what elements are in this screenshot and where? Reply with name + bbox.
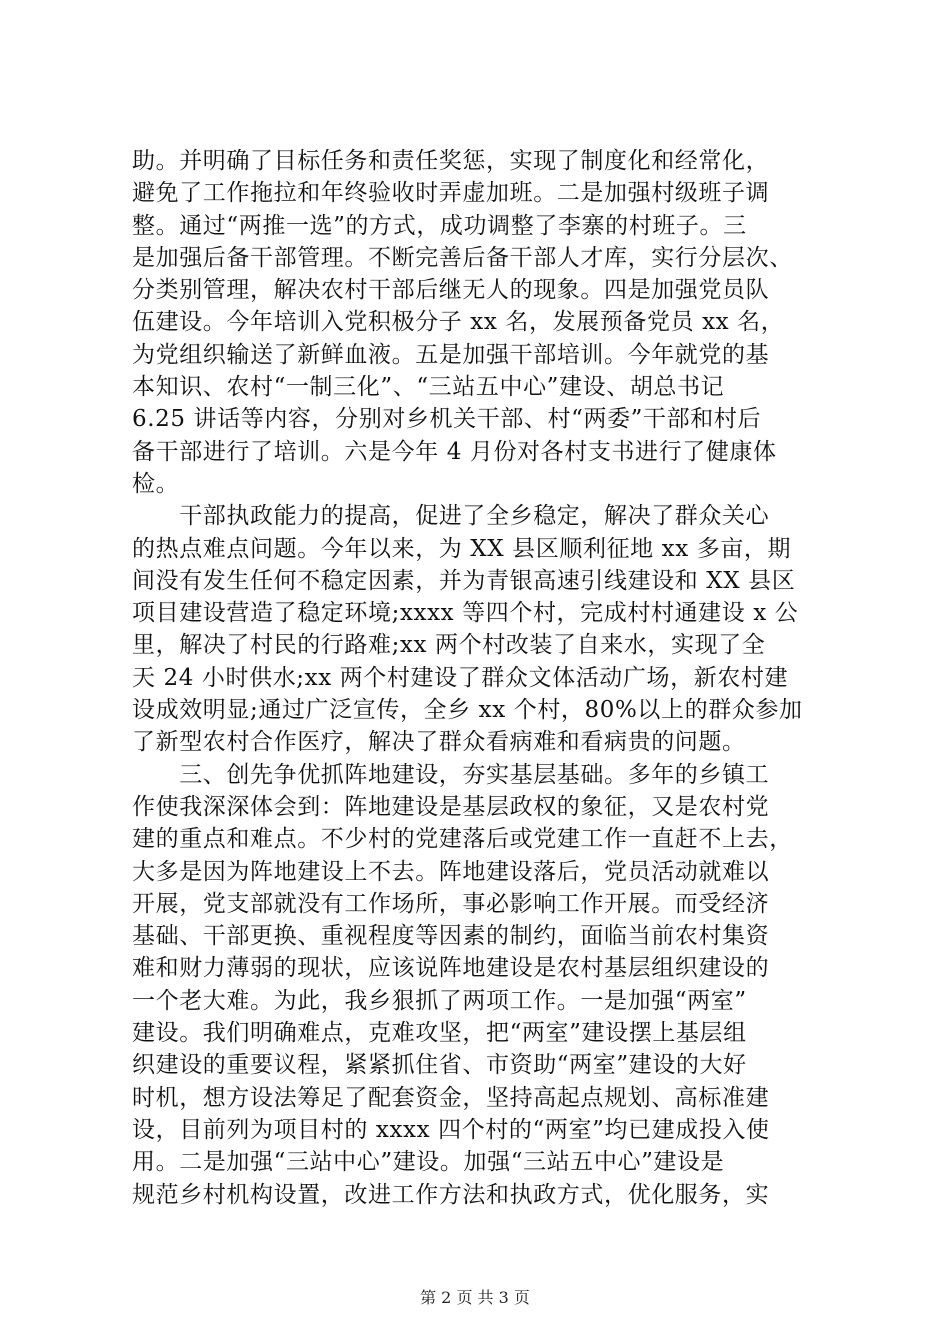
text-line: 是加强后备干部管理。不断完善后备干部人才库，实行分层次、: [132, 244, 793, 271]
text-line: 建的重点和难点。不少村的党建落后或党建工作一直赶不上去，: [132, 826, 793, 853]
text-line: 干部执政能力的提高，促进了全乡稳定，解决了群众关心: [132, 503, 770, 530]
text-line: 的热点难点问题。今年以来，为 XX 县区顺利征地 xx 多亩，期: [132, 535, 792, 562]
text-line: 避免了工作拖拉和年终验收时弄虚加班。二是加强村级班子调: [132, 180, 770, 207]
text-line: 了新型农村合作医疗，解决了群众看病难和看病贵的问题。: [132, 729, 746, 756]
text-line: 用。二是加强“三站中心”建设。加强“三站五中心”建设是: [132, 1149, 725, 1176]
text-line: 为党组织输送了新鲜血液。五是加强干部培训。今年就党的基: [132, 341, 770, 368]
text-line: 作使我深深体会到：阵地建设是基层政权的象征，又是农村党: [132, 793, 770, 820]
text-line: 三、创先争优抓阵地建设，夯实基层基础。多年的乡镇工: [132, 761, 770, 788]
text-line: 6.25 讲话等内容，分别对乡机关干部、村“两委”干部和村后: [132, 406, 762, 433]
text-line: 难和财力薄弱的现状，应该说阵地建设是农村基层组织建设的: [132, 955, 770, 982]
text-line: 设成效明显;通过广泛宣传，全乡 xx 个村，80%以上的群众参加: [132, 697, 803, 724]
text-line: 整。通过“两推一选”的方式，成功调整了李寨的村班子。三: [132, 212, 747, 239]
text-line: 间没有发生任何不稳定因素，并为青银高速引线建设和 XX 县区: [132, 567, 796, 594]
text-line: 天 24 小时供水;xx 两个村建设了群众文体活动广场，新农村建: [132, 664, 789, 691]
body-text: [132, 145, 832, 1211]
text-line: 一个老大难。为此，我乡狠抓了两项工作。一是加强“两室”: [132, 987, 747, 1014]
text-line: 开展，党支部就没有工作场所，事必影响工作开展。而受经济: [132, 890, 770, 917]
text-line: 基础、干部更换、重视程度等因素的制约，面临当前农村集资: [132, 923, 770, 950]
text-line: 建设。我们明确难点，克难攻坚，把“两室”建设摆上基层组: [132, 1020, 747, 1047]
text-line: 里，解决了村民的行路难;xx 两个村改装了自来水，实现了全: [132, 632, 766, 659]
text-line: 伍建设。今年培训入党积极分子 xx 名，发展预备党员 xx 名，: [132, 309, 785, 336]
text-line: 分类别管理，解决农村干部后继无人的现象。四是加强党员队: [132, 277, 770, 304]
text-line: 项目建设营造了稳定环境;xxxx 等四个村，完成村村通建设 x 公: [132, 600, 799, 627]
text-line: 备干部进行了培训。六是今年 4 月份对各村支书进行了健康体: [132, 438, 777, 465]
text-line: 检。: [132, 470, 180, 497]
text-line: 本知识、农村“一制三化”、“三站五中心”建设、胡总书记: [132, 374, 725, 401]
text-line: 织建设的重要议程，紧紧抓住省、市资助“两室”建设的大好: [132, 1052, 747, 1079]
text-line: 助。并明确了目标任务和责任奖惩，实现了制度化和经常化，: [132, 148, 770, 174]
text-line: 规范乡村机构设置，改进工作方法和执政方式，优化服务，实: [132, 1181, 770, 1208]
text-line: 设，目前列为项目村的 xxxx 四个村的“两室”均已建成投入使: [132, 1116, 770, 1143]
page-footer: 第 2 页 共 3 页: [420, 1288, 530, 1307]
text-line: 时机，想方设法筹足了配套资金，坚持高起点规划、高标准建: [132, 1084, 770, 1111]
text-line: 大多是因为阵地建设上不去。阵地建设落后，党员活动就难以: [132, 858, 770, 885]
